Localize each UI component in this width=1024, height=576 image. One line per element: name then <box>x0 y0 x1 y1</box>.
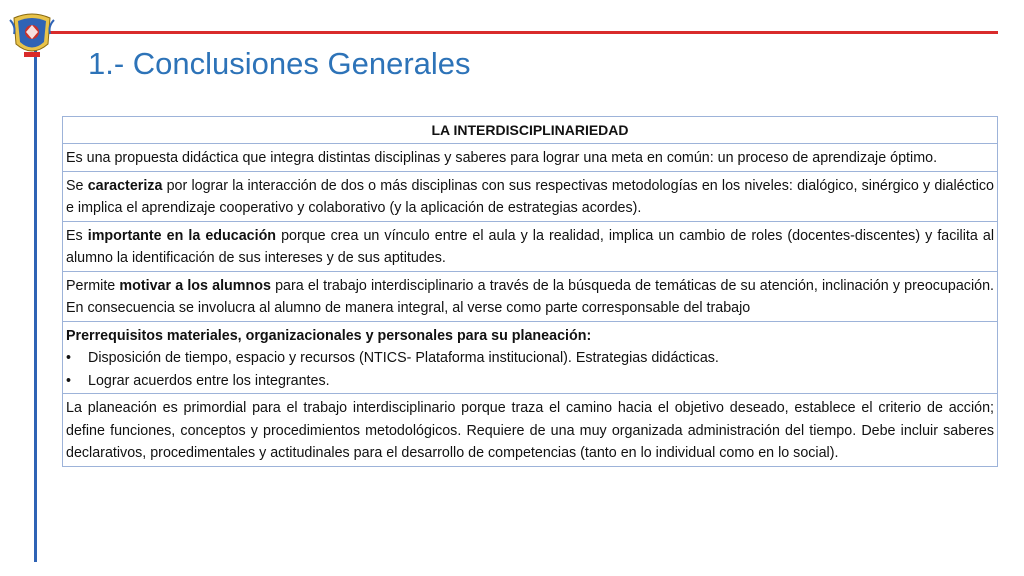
table-row <box>63 144 998 172</box>
page-title: 1.- Conclusiones Generales <box>88 46 471 81</box>
institution-crest-icon <box>8 8 56 60</box>
bullet-icon: • <box>66 372 72 389</box>
table-row <box>63 171 998 221</box>
table-row <box>63 394 998 467</box>
definition-cell: Es una propuesta didáctica que integra distintas disciplinas y saberes para lograr una meta en común: un proceso de aprendizaje óptimo. <box>63 144 998 172</box>
prerequisites-cell <box>63 321 998 394</box>
table-row <box>63 271 998 321</box>
list-item: • Lograr acuerdos entre los integrantes. <box>66 370 994 393</box>
motivation-cell: Permite motivar a los alumnos para el trabajo interdisciplinario a través de la búsqueda de temáticas de su atención, inclinación y preocupación. En consecuencia se involucra al alumno de manera integral, al verse como parte corresponsable del trabajo <box>63 271 998 321</box>
left-blue-rule <box>34 40 37 562</box>
top-red-rule <box>50 31 998 34</box>
planning-cell: La planeación es primordial para el trabajo interdisciplinario porque traza el camino hacia el objetivo deseado, establece el criterio de acción; define funciones, conceptos y procedimientos metodológicos. Requiere de una muy organizada administración del tiempo. Debe incluir saberes declarativos, procedimentales y actitudinales para el desarrollo de competencias (tanto en lo individual como en lo social). <box>63 394 998 467</box>
interdisciplinarity-table <box>62 116 998 467</box>
table-header: LA INTERDISCIPLINARIEDAD <box>63 117 998 144</box>
prerequisites-heading: Prerrequisitos materiales, organizacionales y personales para su planeación: <box>66 327 592 344</box>
list-item: • Disposición de tiempo, espacio y recursos (NTICS- Plataforma institucional). Estrategias didácticas. <box>66 347 994 370</box>
table-row <box>63 321 998 394</box>
importance-cell: Es importante en la educación porque crea un vínculo entre el aula y la realidad, implica un cambio de roles (docentes-discentes) y facilita al alumno la identificación de sus intereses y de sus aptitudes. <box>63 221 998 271</box>
table-header-row <box>63 117 998 144</box>
bullet-icon: • <box>66 350 72 366</box>
characteristic-cell: Se caracteriza por lograr la interacción de dos o más disciplinas con sus respectivas metodologías en los niveles: dialógico, sinérgico y dialéctico e implica el aprendizaje cooperativo y colaborativo (y la aplicación de estrategias acordes). <box>63 171 998 221</box>
table-row <box>63 221 998 271</box>
